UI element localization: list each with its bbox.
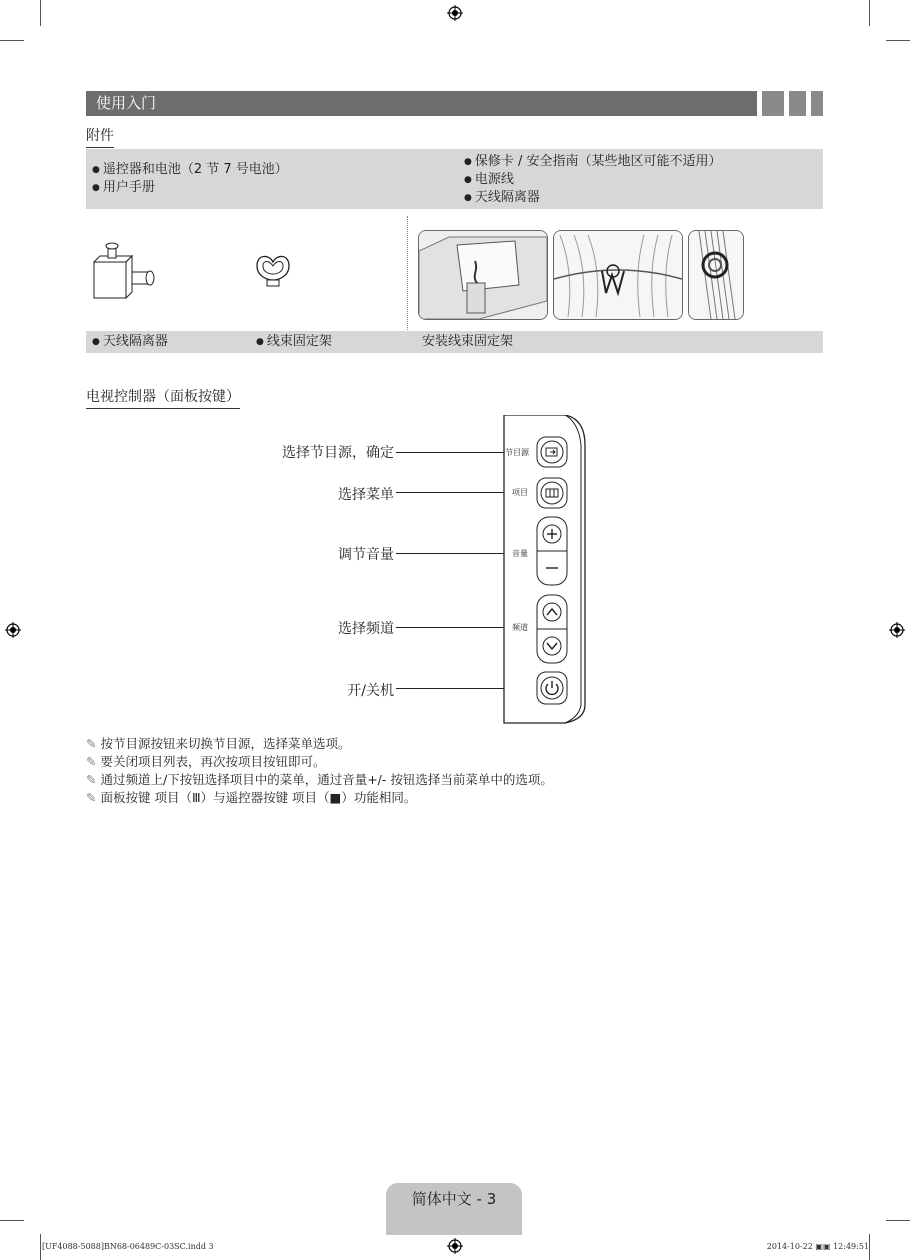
file-slug: [UF4088-5088]BN68-06489C-03SC.indd 3 bbox=[42, 1242, 214, 1251]
registration-mark-icon bbox=[889, 622, 905, 638]
label-power: 开/关机 bbox=[347, 683, 394, 699]
list-item: ● 遥控器和电池（2 节 7 号电池） bbox=[92, 161, 288, 179]
label-menu: 选择菜单 bbox=[338, 487, 394, 503]
install-step-photo bbox=[688, 230, 744, 320]
section-title: 使用入门 bbox=[96, 94, 157, 112]
leader-line bbox=[396, 492, 504, 493]
menu-key-icon[interactable] bbox=[536, 477, 568, 509]
antenna-isolator-illustration bbox=[88, 240, 160, 302]
list-item: ● 天线隔离器 bbox=[464, 189, 722, 207]
device-label-channel: 频道 bbox=[512, 623, 528, 632]
list-item: ● 用户手册 bbox=[92, 179, 288, 197]
volume-up-icon[interactable] bbox=[536, 516, 568, 550]
volume-down-icon[interactable] bbox=[536, 551, 568, 586]
accessories-right-list bbox=[464, 153, 722, 207]
note-item: ✎ 通过频道上/下按钮选择项目中的菜单，通过音量+/- 按钮选择当前菜单中的选项。 bbox=[86, 771, 553, 788]
caption-antenna-isolator: ● 天线隔离器 bbox=[92, 331, 168, 353]
cable-holder-illustration bbox=[253, 250, 293, 290]
page-label: 简体中文 - 3 bbox=[411, 1190, 497, 1208]
registration-mark-icon bbox=[447, 1238, 463, 1254]
registration-mark-icon bbox=[5, 622, 21, 638]
channel-down-icon[interactable] bbox=[536, 629, 568, 664]
list-item: ● 保修卡 / 安全指南（某些地区可能不适用） bbox=[464, 153, 722, 171]
leader-line bbox=[396, 452, 504, 453]
crop-mark bbox=[0, 1220, 24, 1221]
accessories-left-list bbox=[92, 161, 288, 197]
label-source-enter: 选择节目源，确定 bbox=[282, 445, 394, 461]
note-item: ✎ 面板按键 项目（Ⅲ）与遥控器按键 项目（■）功能相同。 bbox=[86, 789, 416, 806]
divider bbox=[407, 216, 408, 330]
channel-up-icon[interactable] bbox=[536, 594, 568, 628]
crop-mark bbox=[886, 40, 910, 41]
label-volume: 调节音量 bbox=[338, 547, 394, 563]
page-number-tab bbox=[386, 1183, 522, 1235]
crop-mark bbox=[886, 1220, 910, 1221]
panel-keys-heading: 电视控制器（面板按键） bbox=[86, 386, 240, 409]
crop-mark bbox=[40, 0, 41, 26]
title-bar-block bbox=[762, 91, 784, 116]
caption-cable-holder: ● 线束固定架 bbox=[256, 331, 332, 353]
title-bar-block bbox=[811, 91, 823, 116]
note-item: ✎ 要关闭项目列表，再次按项目按钮即可。 bbox=[86, 753, 326, 770]
caption-install-cable-holder: 安装线束固定架 bbox=[422, 334, 514, 349]
install-step-photo bbox=[418, 230, 548, 320]
section-title-bar bbox=[86, 91, 757, 116]
install-step-photo bbox=[553, 230, 683, 320]
timestamp-slug: 2014-10-22 ▣▣ 12:49:51 bbox=[766, 1242, 869, 1251]
power-key-icon[interactable] bbox=[536, 671, 568, 705]
accessories-heading: 附件 bbox=[86, 125, 114, 148]
note-item: ✎ 按节目源按钮来切换节目源，选择菜单选项。 bbox=[86, 735, 351, 752]
label-channel: 选择频道 bbox=[338, 621, 394, 637]
crop-mark bbox=[0, 40, 24, 41]
device-label-volume: 音量 bbox=[512, 549, 528, 558]
leader-line bbox=[396, 553, 504, 554]
crop-mark bbox=[40, 1234, 41, 1260]
registration-mark-icon bbox=[447, 5, 463, 21]
accessory-caption-bar bbox=[86, 331, 823, 353]
leader-line bbox=[396, 627, 504, 628]
accessories-list-box bbox=[86, 149, 823, 209]
crop-mark bbox=[869, 0, 870, 26]
leader-line bbox=[396, 688, 504, 689]
title-bar-block bbox=[789, 91, 806, 116]
source-key-icon[interactable] bbox=[536, 436, 568, 468]
device-label-menu: 项目 bbox=[512, 488, 528, 497]
crop-mark bbox=[869, 1234, 870, 1260]
device-label-source: 节目源 bbox=[505, 448, 529, 457]
list-item: ● 电源线 bbox=[464, 171, 722, 189]
